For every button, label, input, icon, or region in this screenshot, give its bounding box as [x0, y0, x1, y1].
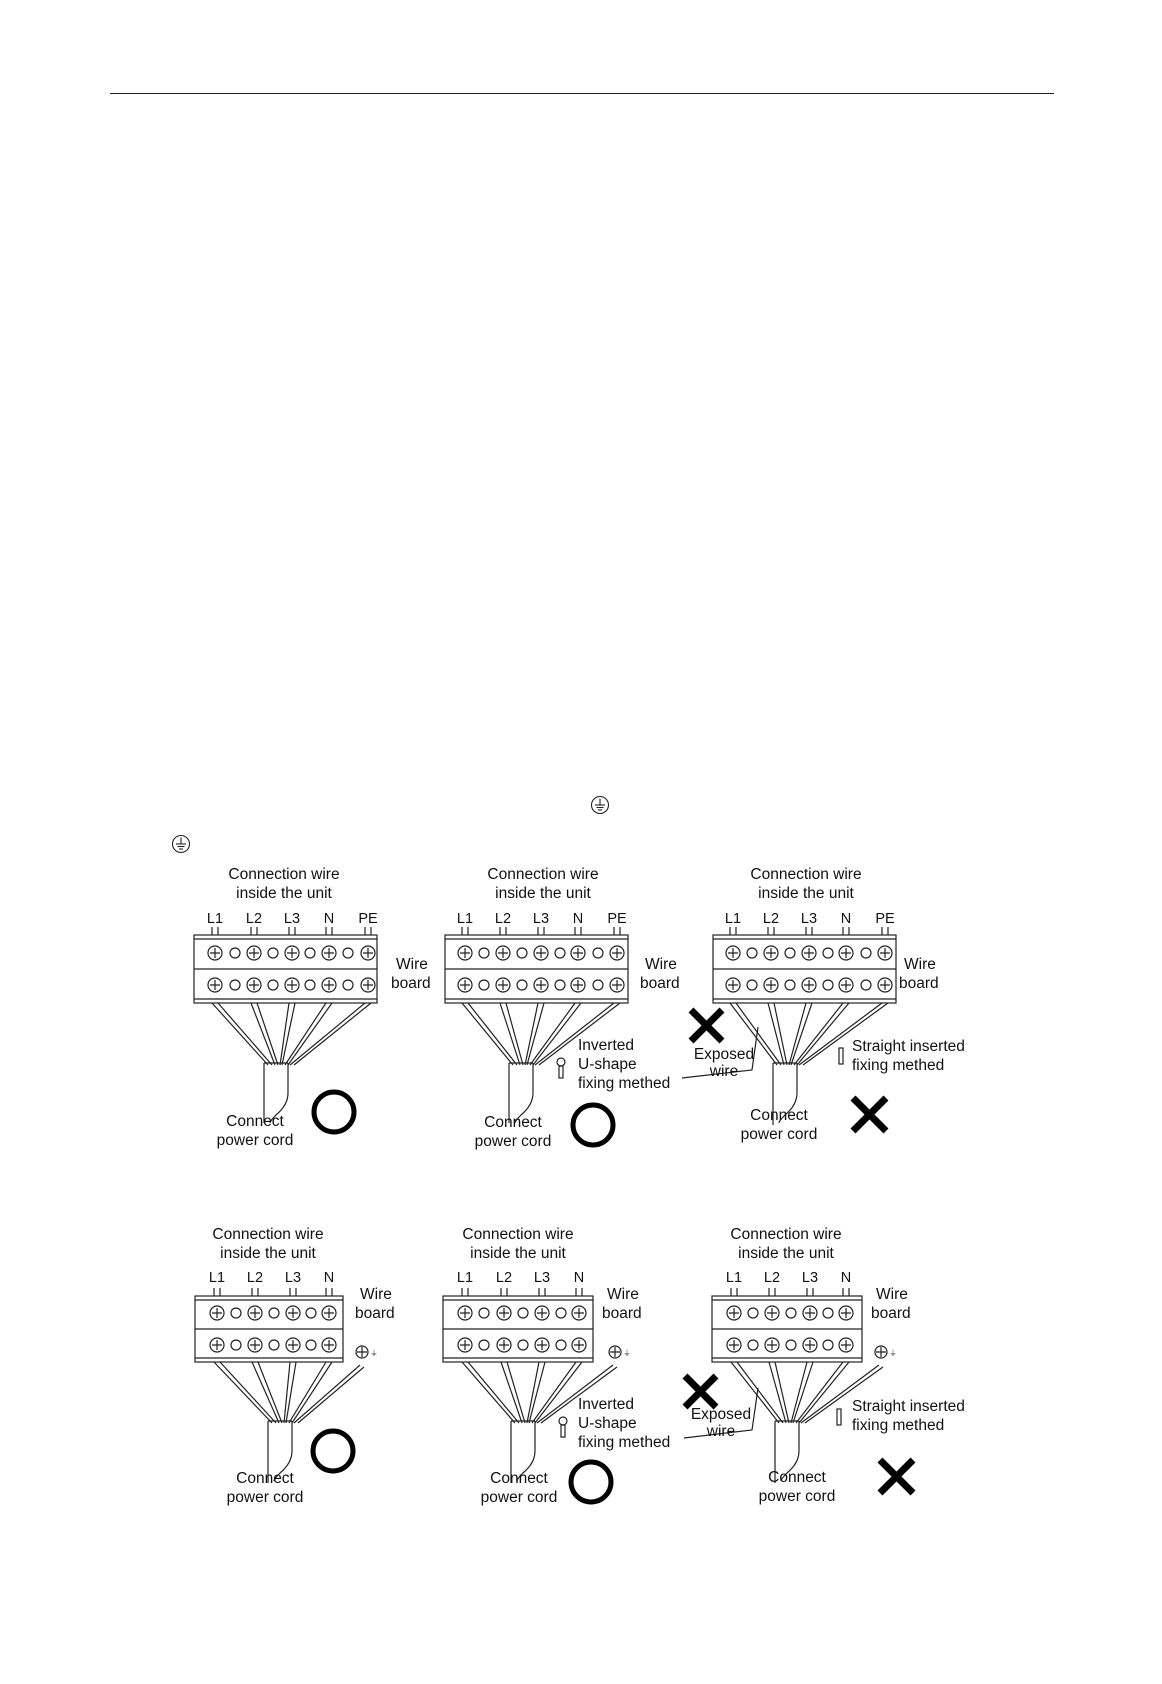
connection-wire-label-1: Connection wire — [730, 1226, 842, 1243]
earth-symbol-icon — [171, 834, 191, 854]
panel-top-wrong-straight — [682, 865, 965, 1175]
connect-label-1: Connect — [750, 1107, 808, 1124]
wire-board-label-2: board — [640, 975, 680, 992]
terminal-label-l1: L1 — [456, 1270, 474, 1286]
connect-label-1: Connect — [484, 1114, 542, 1131]
terminal-label-l2: L2 — [495, 1270, 513, 1286]
inverted-label-3: fixing methed — [578, 1434, 671, 1451]
straight-label-2: fixing methed — [852, 1057, 945, 1074]
connect-label-1: Connect — [490, 1470, 548, 1487]
terminal-label-n: N — [323, 911, 335, 927]
terminal-label-l1: L1 — [724, 911, 742, 927]
straight-label-1: Straight inserted — [852, 1038, 965, 1055]
circle-correct-icon — [443, 865, 723, 1175]
circle-correct-icon — [190, 865, 470, 1175]
exposed-label-1: Exposed — [693, 1046, 755, 1063]
wire-board-label-2: board — [355, 1305, 395, 1322]
connection-wire-label-2: inside the unit — [738, 1245, 834, 1262]
wire-board-label-1: Wire — [904, 956, 936, 973]
inverted-label-1: Inverted — [578, 1037, 635, 1054]
connection-wire-label-1: Connection wire — [212, 1226, 324, 1243]
terminal-label-l2: L2 — [245, 911, 263, 927]
wire-board-label-1: Wire — [876, 1286, 908, 1303]
connect-label-2: power cord — [474, 1133, 552, 1150]
terminal-label-l1: L1 — [206, 911, 224, 927]
cross-wrong-icon — [682, 865, 962, 1175]
terminal-label-l2: L2 — [494, 911, 512, 927]
wire-board-label-2: board — [871, 1305, 911, 1322]
wire-board-label-1: Wire — [607, 1286, 639, 1303]
terminal-label-n: N — [840, 911, 852, 927]
connect-label-2: power cord — [740, 1126, 818, 1143]
terminal-label-l3: L3 — [533, 1270, 551, 1286]
inverted-label-3: fixing methed — [578, 1075, 671, 1092]
terminal-label-n: N — [573, 1270, 585, 1286]
connect-label-1: Connect — [226, 1113, 284, 1130]
connection-wire-label-2: inside the unit — [470, 1245, 566, 1262]
connection-wire-label-1: Connection wire — [750, 866, 862, 883]
connection-wire-label-2: inside the unit — [220, 1245, 316, 1262]
terminal-label-l2: L2 — [763, 1270, 781, 1286]
svg-text:⏚: ⏚ — [623, 1349, 631, 1358]
earth-symbol-icon — [590, 795, 610, 815]
circle-correct-icon — [190, 1225, 470, 1535]
panel-top-correct-u — [443, 865, 723, 1175]
connection-wire-label-1: Connection wire — [462, 1226, 574, 1243]
terminal-label-pe: PE — [607, 911, 627, 927]
header-rule — [110, 93, 1054, 94]
svg-text:⏚: ⏚ — [889, 1349, 897, 1358]
exposed-label-1: Exposed — [690, 1406, 752, 1423]
connection-wire-label-2: inside the unit — [758, 885, 854, 902]
cross-wrong-icon — [674, 1225, 954, 1535]
terminal-label-pe: PE — [875, 911, 895, 927]
connect-label-2: power cord — [758, 1488, 836, 1505]
terminal-label-l1: L1 — [456, 911, 474, 927]
terminal-label-n: N — [572, 911, 584, 927]
terminal-label-n: N — [840, 1270, 852, 1286]
wire-board-label-1: Wire — [645, 956, 677, 973]
connect-label-1: Connect — [236, 1470, 294, 1487]
panel-bottom-wrong-straight — [674, 1225, 965, 1535]
inverted-label-2: U-shape — [578, 1415, 637, 1432]
terminal-label-l3: L3 — [800, 911, 818, 927]
connect-label-1: Connect — [768, 1469, 826, 1486]
straight-label-1: Straight inserted — [852, 1398, 965, 1415]
exposed-label-2: wire — [709, 1063, 739, 1080]
straight-label-2: fixing methed — [852, 1417, 945, 1434]
wire-board-label-1: Wire — [360, 1286, 392, 1303]
connection-wire-label-2: inside the unit — [495, 885, 591, 902]
exposed-label-2: wire — [706, 1423, 736, 1440]
panel-bottom-correct-ring — [190, 1225, 470, 1535]
wire-board-label-1: Wire — [396, 956, 428, 973]
terminal-label-l2: L2 — [246, 1270, 264, 1286]
wire-board-label-2: board — [602, 1305, 642, 1322]
terminal-label-l3: L3 — [532, 911, 550, 927]
connection-wire-label-1: Connection wire — [228, 866, 340, 883]
connect-label-2: power cord — [226, 1489, 304, 1506]
terminal-label-l3: L3 — [284, 1270, 302, 1286]
connection-wire-label-2: inside the unit — [236, 885, 332, 902]
terminal-label-l3: L3 — [283, 911, 301, 927]
terminal-label-l3: L3 — [801, 1270, 819, 1286]
inverted-label-2: U-shape — [578, 1056, 637, 1073]
terminal-label-l2: L2 — [762, 911, 780, 927]
wire-board-label-2: board — [899, 975, 939, 992]
wire-board-label-2: board — [391, 975, 431, 992]
connect-label-2: power cord — [216, 1132, 294, 1149]
connection-wire-label-1: Connection wire — [487, 866, 599, 883]
terminal-label-l1: L1 — [725, 1270, 743, 1286]
connect-label-2: power cord — [480, 1489, 558, 1506]
terminal-label-l1: L1 — [208, 1270, 226, 1286]
panel-top-correct-ring — [190, 865, 470, 1175]
terminal-label-n: N — [323, 1270, 335, 1286]
inverted-label-1: Inverted — [578, 1396, 635, 1413]
terminal-label-pe: PE — [358, 911, 378, 927]
svg-text:⏚: ⏚ — [370, 1349, 378, 1358]
